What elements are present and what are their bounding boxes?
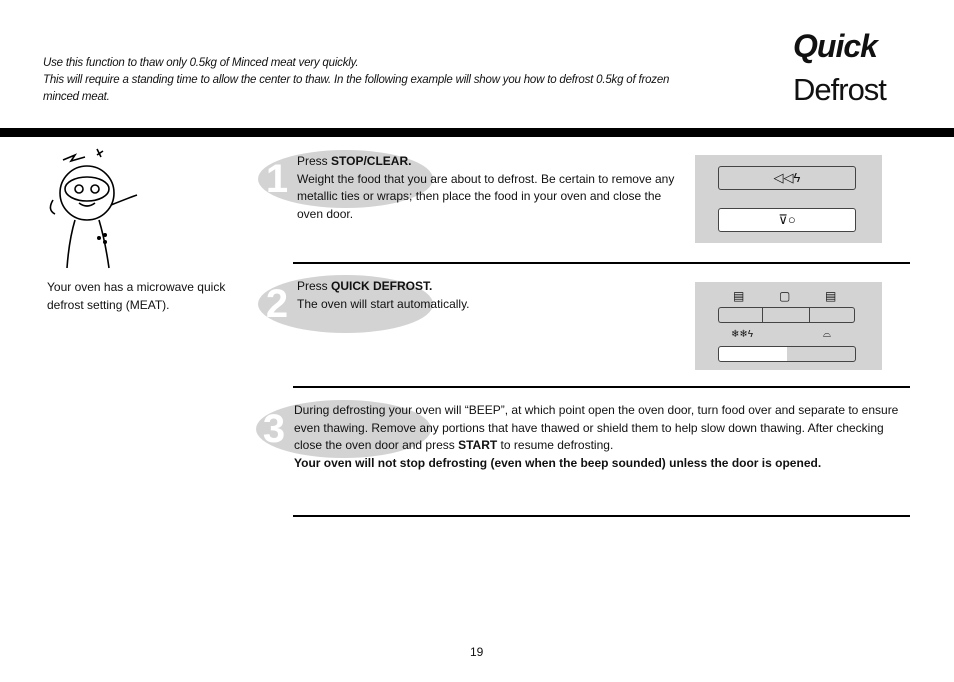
step-prefix: Press [297,154,332,168]
title-quick: Quick [793,28,877,64]
mascot-illustration [45,145,155,273]
control-panel-cook-modes [695,282,882,370]
start-icon: ⊽○ [778,212,796,227]
start-button[interactable] [718,208,856,232]
auto-cook-icon: ⌓ [823,329,831,340]
intro-line: This will require a standing time to allow the center to thaw. In the following example will show you how to defrost 0.5kg of frozen minced meat. [43,74,670,103]
stop-clear-button[interactable] [718,166,856,190]
combi-icon: ▤ [825,289,837,303]
grill-button[interactable] [762,307,810,323]
step-body: During defrosting your oven will “BEEP”, at which point open the oven door, turn food over and separate to ensure even thawing. Remove any portions that have thawed or shield them to help slow down thawing. After checking close the oven door and press [294,403,899,452]
step-body: to resume defrosting. [497,438,614,452]
grill-icon: ▢ [779,289,791,303]
control-panel-stop-start [695,155,882,243]
stop-clear-icon: ◁◁ϟ [773,170,801,185]
intro-line: Use this function to thaw only 0.5kg of Minced meat very quickly. [43,57,359,69]
step-number: 2 [265,282,289,326]
microwave-icon: ▤ [733,289,745,303]
step-body: Weight the food that you are about to defrost. Be certain to remove any metallic ties or wraps; then place the food in your oven and close the oven door. [297,171,675,221]
quick-defrost-button[interactable] [718,346,856,362]
quick-defrost-icon: ❄❄ϟ [731,329,754,340]
step-number: 1 [265,157,289,201]
step-body: The oven will start automatically. [297,296,470,311]
section-divider [293,515,910,517]
title-defrost: Defrost [793,72,886,107]
step-number: 3 [262,407,286,451]
step-3 [294,402,899,472]
warning-text: Your oven will not stop defrosting (even when the beep sounded) unless the door is opened. [294,455,822,470]
section-divider [293,386,910,388]
step-1 [297,153,682,223]
step-2 [297,278,682,313]
combi-button[interactable] [810,307,855,323]
step-prefix: Press [297,279,332,293]
section-divider [293,262,910,264]
page-number: 19 [470,645,484,659]
microwave-button[interactable] [718,307,762,323]
key-name: START [458,438,498,452]
side-note: Your oven has a microwave quick defrost setting (MEAT). [47,280,226,312]
intro-text [43,55,683,106]
key-name: STOP/CLEAR. [331,154,412,168]
key-name: QUICK DEFROST. [331,279,433,293]
header-divider [0,128,954,137]
